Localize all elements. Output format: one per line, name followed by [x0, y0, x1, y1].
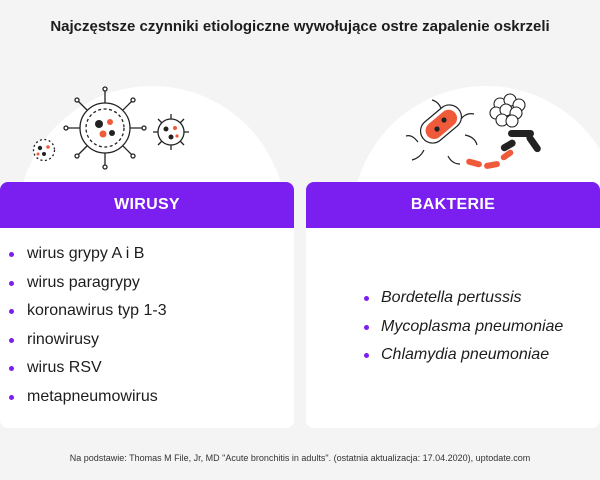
rod-bacteria-black-icon [500, 130, 543, 153]
viruses-card [0, 182, 294, 428]
small-virus-right-icon [153, 114, 189, 150]
rod-bacteria-chain-icon [465, 149, 514, 170]
bacteria-list [306, 228, 600, 370]
list-item: koronawirus typ 1-3 [0, 297, 294, 326]
large-virus-icon [64, 87, 146, 169]
small-virus-left-icon [34, 140, 55, 161]
list-item: wirus RSV [0, 354, 294, 383]
bacteria-icon [406, 94, 542, 169]
source-note: Na podstawie: Thomas M File, Jr, MD "Acute bronchitis in adults". (ostatnia aktualizacja: 17.04.2020), uptodate.com [69, 453, 531, 463]
list-item: rinowirusy [0, 326, 294, 355]
list-item: Mycoplasma pneumoniae [306, 313, 600, 342]
viruses-list [0, 228, 294, 411]
list-item: Chlamydia pneumoniae [306, 341, 600, 370]
bacteria-card [306, 182, 600, 428]
list-item: metapneumowirus [0, 383, 294, 412]
list-item: wirus grypy A i B [0, 240, 294, 269]
viruses-header: WIRUSY [0, 182, 294, 228]
list-item: Bordetella pertussis [306, 284, 600, 313]
flagellated-bacterium-icon [406, 100, 477, 164]
page-title: Najczęstsze czynniki etiologiczne wywołujące ostre zapalenie oskrzeli [50, 18, 550, 35]
list-item: wirus paragrypy [0, 269, 294, 298]
virus-particles-icon [0, 0, 600, 200]
bacteria-header: BAKTERIE [306, 182, 600, 228]
coccus-cluster-icon [490, 94, 525, 127]
